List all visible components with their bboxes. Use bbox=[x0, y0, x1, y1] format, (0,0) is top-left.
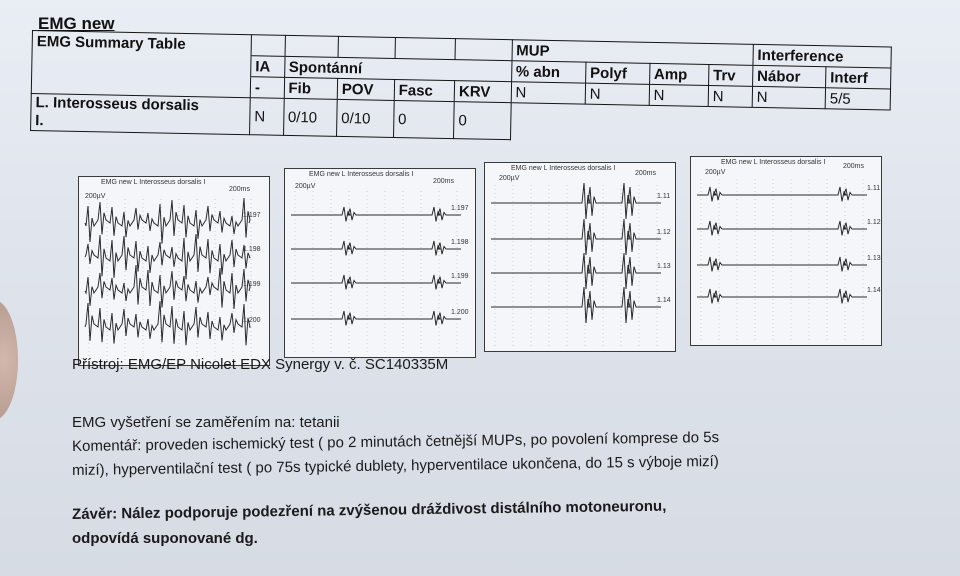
emg-trace bbox=[291, 207, 461, 221]
cell-ia: N bbox=[250, 98, 284, 136]
trace-label: 1.13 bbox=[867, 255, 881, 262]
trace-label: 1.200 bbox=[243, 317, 261, 324]
emg-trace bbox=[697, 187, 867, 201]
header-amp: Amp bbox=[649, 63, 709, 85]
panel-title: EMG new L Interosseus dorsalis I bbox=[309, 171, 414, 178]
emg-trace bbox=[491, 253, 661, 289]
trace-label: 1.198 bbox=[451, 239, 469, 246]
header-krv: KRV bbox=[454, 81, 511, 103]
emg-waveform-panel-3 bbox=[484, 162, 676, 352]
panel-scale-time: 200ms bbox=[229, 186, 251, 193]
emg-trace bbox=[291, 275, 461, 289]
trace-label: 1.198 bbox=[243, 246, 261, 253]
group-mup: MUP bbox=[512, 40, 754, 66]
waveform-traces bbox=[285, 169, 475, 357]
emg-trace bbox=[697, 221, 867, 235]
header-pov: POV bbox=[337, 78, 394, 100]
comment-line-2: mizí), hyperventilační test ( po 75s typické dublety, hyperventilace ukončena, do 15 s výboje mizí) bbox=[72, 452, 719, 479]
cell-amp: N bbox=[649, 84, 709, 106]
panel-scale-time: 200ms bbox=[843, 163, 865, 170]
header-trv: Trv bbox=[708, 64, 752, 86]
trace-label: 1.11 bbox=[657, 193, 671, 200]
waveform-traces bbox=[79, 177, 269, 365]
emg-summary-table bbox=[30, 30, 892, 147]
emg-waveform-panel-2 bbox=[284, 168, 476, 358]
panel-scale-time: 200ms bbox=[635, 170, 657, 177]
panel-title: EMG new L Interosseus dorsalis I bbox=[721, 159, 826, 166]
conclusion-line-1: Závěr: Nález podporuje podezření na zvýšenou dráždivost distálního motoneuronu, bbox=[72, 497, 667, 523]
instrument-line: Přístroj: EMG/EP Nicolet EDX Synergy v. č. SC140335M bbox=[72, 356, 449, 373]
cell-polyf: N bbox=[585, 83, 649, 105]
trace-label: 1.12 bbox=[657, 229, 671, 236]
trace-label: 1.197 bbox=[451, 205, 469, 212]
cell-abn: N bbox=[511, 82, 586, 104]
trace-label: 1.199 bbox=[243, 281, 261, 288]
emg-trace bbox=[85, 301, 250, 345]
header-nabor: Nábor bbox=[752, 65, 826, 87]
muscle-suffix: I. bbox=[35, 112, 44, 130]
emg-trace bbox=[491, 183, 661, 219]
emg-trace bbox=[697, 257, 867, 271]
panel-scale-voltage: 200µV bbox=[295, 183, 316, 190]
emg-waveform-panel-1 bbox=[78, 176, 270, 366]
comment-line-1: Komentář: proveden ischemický test ( po 2 minutách četnější MUPs, po povolení komprese do 5s bbox=[72, 428, 720, 455]
cell-nabor: N bbox=[752, 86, 826, 108]
group-spontanni: Spontánní bbox=[284, 56, 511, 81]
panel-title: EMG new L Interosseus dorsalis I bbox=[511, 165, 616, 172]
emg-trace bbox=[291, 311, 461, 325]
emg-trace bbox=[85, 265, 250, 309]
header-fib: Fib bbox=[284, 77, 338, 99]
header-interf: Interf bbox=[826, 67, 891, 89]
trace-label: 1.12 bbox=[867, 219, 881, 226]
table-caption: EMG Summary Table bbox=[32, 31, 251, 56]
group-interference: Interference bbox=[753, 44, 892, 68]
panel-scale-voltage: 200µV bbox=[85, 193, 106, 200]
cell-pov: 0/10 bbox=[336, 99, 394, 137]
trace-label: 1.200 bbox=[451, 309, 469, 316]
document-title: EMG new bbox=[38, 14, 115, 33]
emg-trace bbox=[697, 289, 867, 303]
header-fasc: Fasc bbox=[394, 79, 455, 101]
trace-label: 1.197 bbox=[243, 212, 261, 219]
cell-fasc: 0 bbox=[393, 100, 454, 138]
panel-scale-voltage: 200µV bbox=[499, 175, 520, 182]
cell-interf: 5/5 bbox=[825, 88, 890, 110]
finger-shadow bbox=[0, 300, 18, 420]
emg-trace bbox=[291, 241, 461, 255]
cell-krv: 0 bbox=[454, 102, 511, 140]
group-ia: IA bbox=[251, 56, 285, 78]
trace-label: 1.13 bbox=[657, 263, 671, 270]
exam-focus-line: EMG vyšetření se zaměřením na: tetanii bbox=[72, 414, 340, 431]
conclusion-line-2: odpovídá suponované dg. bbox=[72, 530, 258, 547]
header-ia-dash: - bbox=[250, 77, 284, 99]
emg-trace bbox=[85, 198, 250, 244]
header-abn: % abn bbox=[511, 61, 586, 83]
trace-label: 1.199 bbox=[451, 273, 469, 280]
emg-trace bbox=[491, 287, 661, 323]
panel-scale-time: 200ms bbox=[433, 178, 455, 185]
panel-scale-voltage: 200µV bbox=[705, 169, 726, 176]
trace-label: 1.14 bbox=[867, 287, 881, 294]
panel-title: EMG new L Interosseus dorsalis I bbox=[101, 179, 206, 186]
row-muscle bbox=[31, 93, 251, 134]
header-polyf: Polyf bbox=[585, 62, 649, 84]
emg-waveform-panel-4 bbox=[690, 156, 882, 346]
waveform-traces bbox=[485, 163, 675, 351]
waveform-traces bbox=[691, 157, 881, 345]
cell-trv: N bbox=[708, 85, 752, 107]
trace-label: 1.14 bbox=[657, 297, 671, 304]
emg-trace bbox=[491, 219, 661, 255]
cell-fib: 0/10 bbox=[283, 98, 337, 136]
emg-trace bbox=[85, 234, 250, 279]
trace-label: 1.11 bbox=[867, 185, 881, 192]
muscle-name: L. Interosseus dorsalis bbox=[35, 94, 200, 115]
